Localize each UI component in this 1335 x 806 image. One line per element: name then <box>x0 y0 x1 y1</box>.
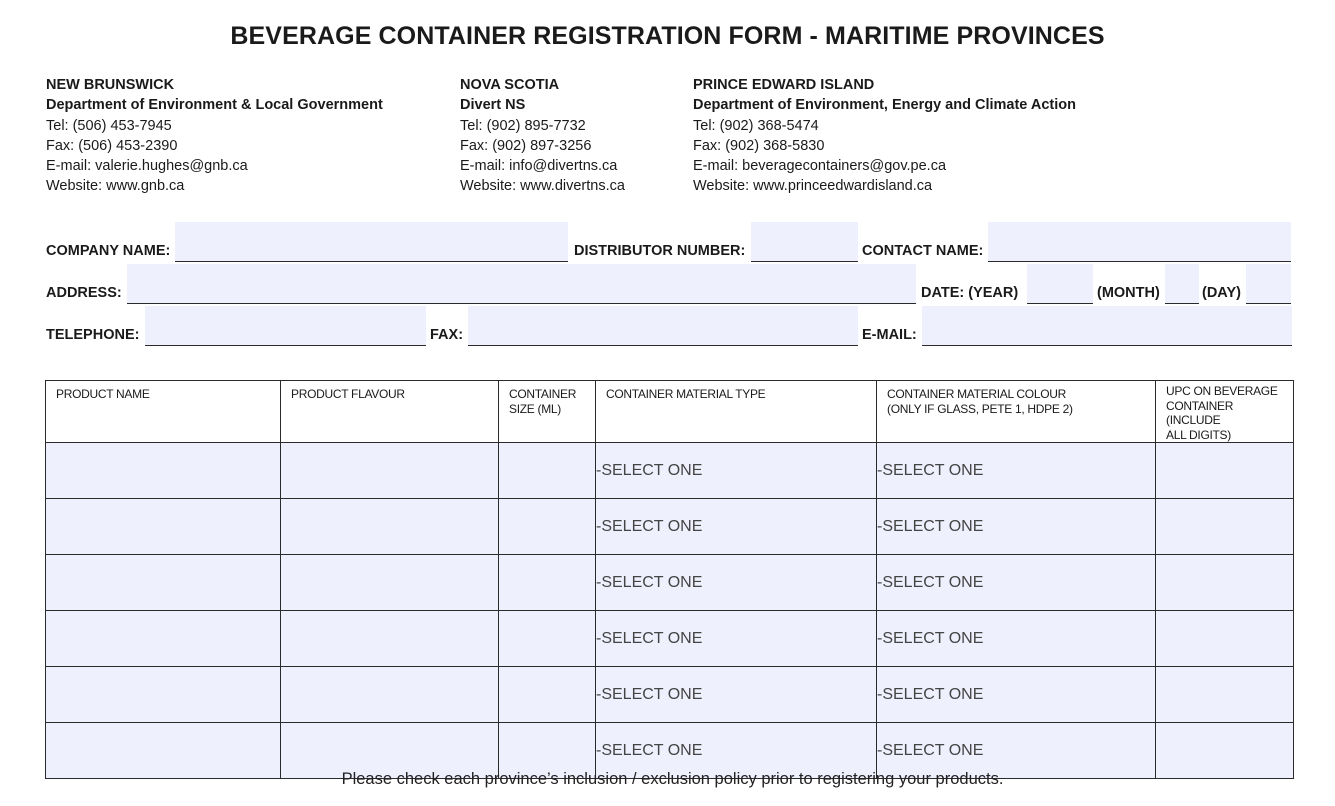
province-tel: Tel: (902) 895-7732 <box>460 117 586 134</box>
upc-cell[interactable] <box>1156 499 1294 555</box>
contact-name-field[interactable] <box>988 222 1291 262</box>
material-colour-select[interactable]: -SELECT ONE <box>877 555 1156 611</box>
upc-cell[interactable] <box>1156 443 1294 499</box>
product-name-cell[interactable] <box>46 443 281 499</box>
product-flavour-cell[interactable] <box>281 611 499 667</box>
table-row <box>46 555 1294 611</box>
table-row <box>46 611 1294 667</box>
upc-cell[interactable] <box>1156 555 1294 611</box>
material-type-select[interactable]: -SELECT ONE <box>596 443 877 499</box>
product-flavour-cell[interactable] <box>281 443 499 499</box>
date-year-label: DATE: (YEAR) <box>921 285 1019 301</box>
address-label: ADDRESS: <box>46 285 122 301</box>
province-website: Website: www.princeedwardisland.ca <box>693 178 933 195</box>
container-size-cell[interactable] <box>499 499 596 555</box>
material-type-select[interactable]: -SELECT ONE <box>596 555 877 611</box>
product-name-cell[interactable] <box>46 611 281 667</box>
product-flavour-cell[interactable] <box>281 555 499 611</box>
province-department: Divert NS <box>460 97 526 114</box>
province-name: NEW BRUNSWICK <box>46 77 175 93</box>
upc-cell[interactable] <box>1156 611 1294 667</box>
contact-nova-scotia <box>460 75 625 197</box>
distributor-number-label: DISTRIBUTOR NUMBER: <box>574 243 746 259</box>
header-upc: UPC ON BEVERAGE CONTAINER (INCLUDE ALL DIGITS) <box>1156 381 1294 443</box>
date-month-label: (MONTH) <box>1097 285 1160 301</box>
header-product-flavour: PRODUCT FLAVOUR <box>281 381 499 443</box>
material-type-select[interactable]: -SELECT ONE <box>596 723 877 779</box>
table-row <box>46 499 1294 555</box>
container-size-cell[interactable] <box>499 667 596 723</box>
material-type-select[interactable]: -SELECT ONE <box>596 667 877 723</box>
table-row <box>46 667 1294 723</box>
product-name-cell[interactable] <box>46 499 281 555</box>
date-day-field[interactable] <box>1246 264 1291 304</box>
fax-label: FAX: <box>430 327 464 343</box>
province-fax: Fax: (506) 453-2390 <box>46 137 178 154</box>
material-colour-select[interactable]: -SELECT ONE <box>877 667 1156 723</box>
province-fax: Fax: (902) 368-5830 <box>693 137 825 154</box>
province-name: NOVA SCOTIA <box>460 77 560 93</box>
province-email: E-mail: beveragecontainers@gov.pe.ca <box>693 158 947 175</box>
product-flavour-cell[interactable] <box>281 499 499 555</box>
header-material-colour: CONTAINER MATERIAL COLOUR (ONLY IF GLASS, PETE 1, HDPE 2) <box>877 381 1156 443</box>
address-field[interactable] <box>127 264 916 304</box>
material-type-select[interactable]: -SELECT ONE <box>596 611 877 667</box>
header-material-type: CONTAINER MATERIAL TYPE <box>596 381 877 443</box>
material-type-select[interactable]: -SELECT ONE <box>596 499 877 555</box>
material-colour-select[interactable]: -SELECT ONE <box>877 723 1156 779</box>
form-title: BEVERAGE CONTAINER REGISTRATION FORM - MARITIME PROVINCES <box>230 22 1105 50</box>
product-name-cell[interactable] <box>46 667 281 723</box>
product-name-cell[interactable] <box>46 555 281 611</box>
table-row <box>46 443 1294 499</box>
company-name-field[interactable] <box>175 222 568 262</box>
email-field[interactable] <box>922 306 1292 346</box>
telephone-field[interactable] <box>145 306 426 346</box>
header-product-name: PRODUCT NAME <box>46 381 281 443</box>
telephone-label: TELEPHONE: <box>46 327 140 343</box>
container-size-cell[interactable] <box>499 555 596 611</box>
contact-prince-edward-island <box>693 75 1076 197</box>
date-year-field[interactable] <box>1027 264 1093 304</box>
container-size-cell[interactable] <box>499 611 596 667</box>
header-container-size: CONTAINER SIZE (ML) <box>499 381 596 443</box>
date-month-field[interactable] <box>1165 264 1199 304</box>
province-tel: Tel: (506) 453-7945 <box>46 117 172 134</box>
fax-field[interactable] <box>468 306 858 346</box>
email-label: E-MAIL: <box>862 327 917 343</box>
province-department: Department of Environment, Energy and Climate Action <box>693 97 1076 114</box>
province-website: Website: www.gnb.ca <box>46 178 185 195</box>
distributor-number-field[interactable] <box>751 222 858 262</box>
footnote: Please check each province’s inclusion / exclusion policy prior to registering your products. <box>341 770 1004 788</box>
province-website: Website: www.divertns.ca <box>460 178 625 195</box>
province-department: Department of Environment & Local Government <box>46 97 383 114</box>
company-name-label: COMPANY NAME: <box>46 243 171 259</box>
province-name: PRINCE EDWARD ISLAND <box>693 77 875 93</box>
material-colour-select[interactable]: -SELECT ONE <box>877 499 1156 555</box>
table-header-row <box>46 381 1294 443</box>
province-email: E-mail: info@divertns.ca <box>460 158 618 175</box>
province-email: E-mail: valerie.hughes@gnb.ca <box>46 158 248 175</box>
container-size-cell[interactable] <box>499 443 596 499</box>
province-tel: Tel: (902) 368-5474 <box>693 117 819 134</box>
upc-cell[interactable] <box>1156 667 1294 723</box>
product-flavour-cell[interactable] <box>281 667 499 723</box>
date-day-label: (DAY) <box>1202 285 1241 301</box>
material-colour-select[interactable]: -SELECT ONE <box>877 611 1156 667</box>
contact-name-label: CONTACT NAME: <box>862 243 984 259</box>
province-fax: Fax: (902) 897-3256 <box>460 137 592 154</box>
product-table <box>45 380 1294 779</box>
material-colour-select[interactable]: -SELECT ONE <box>877 443 1156 499</box>
contact-new-brunswick <box>46 75 383 197</box>
